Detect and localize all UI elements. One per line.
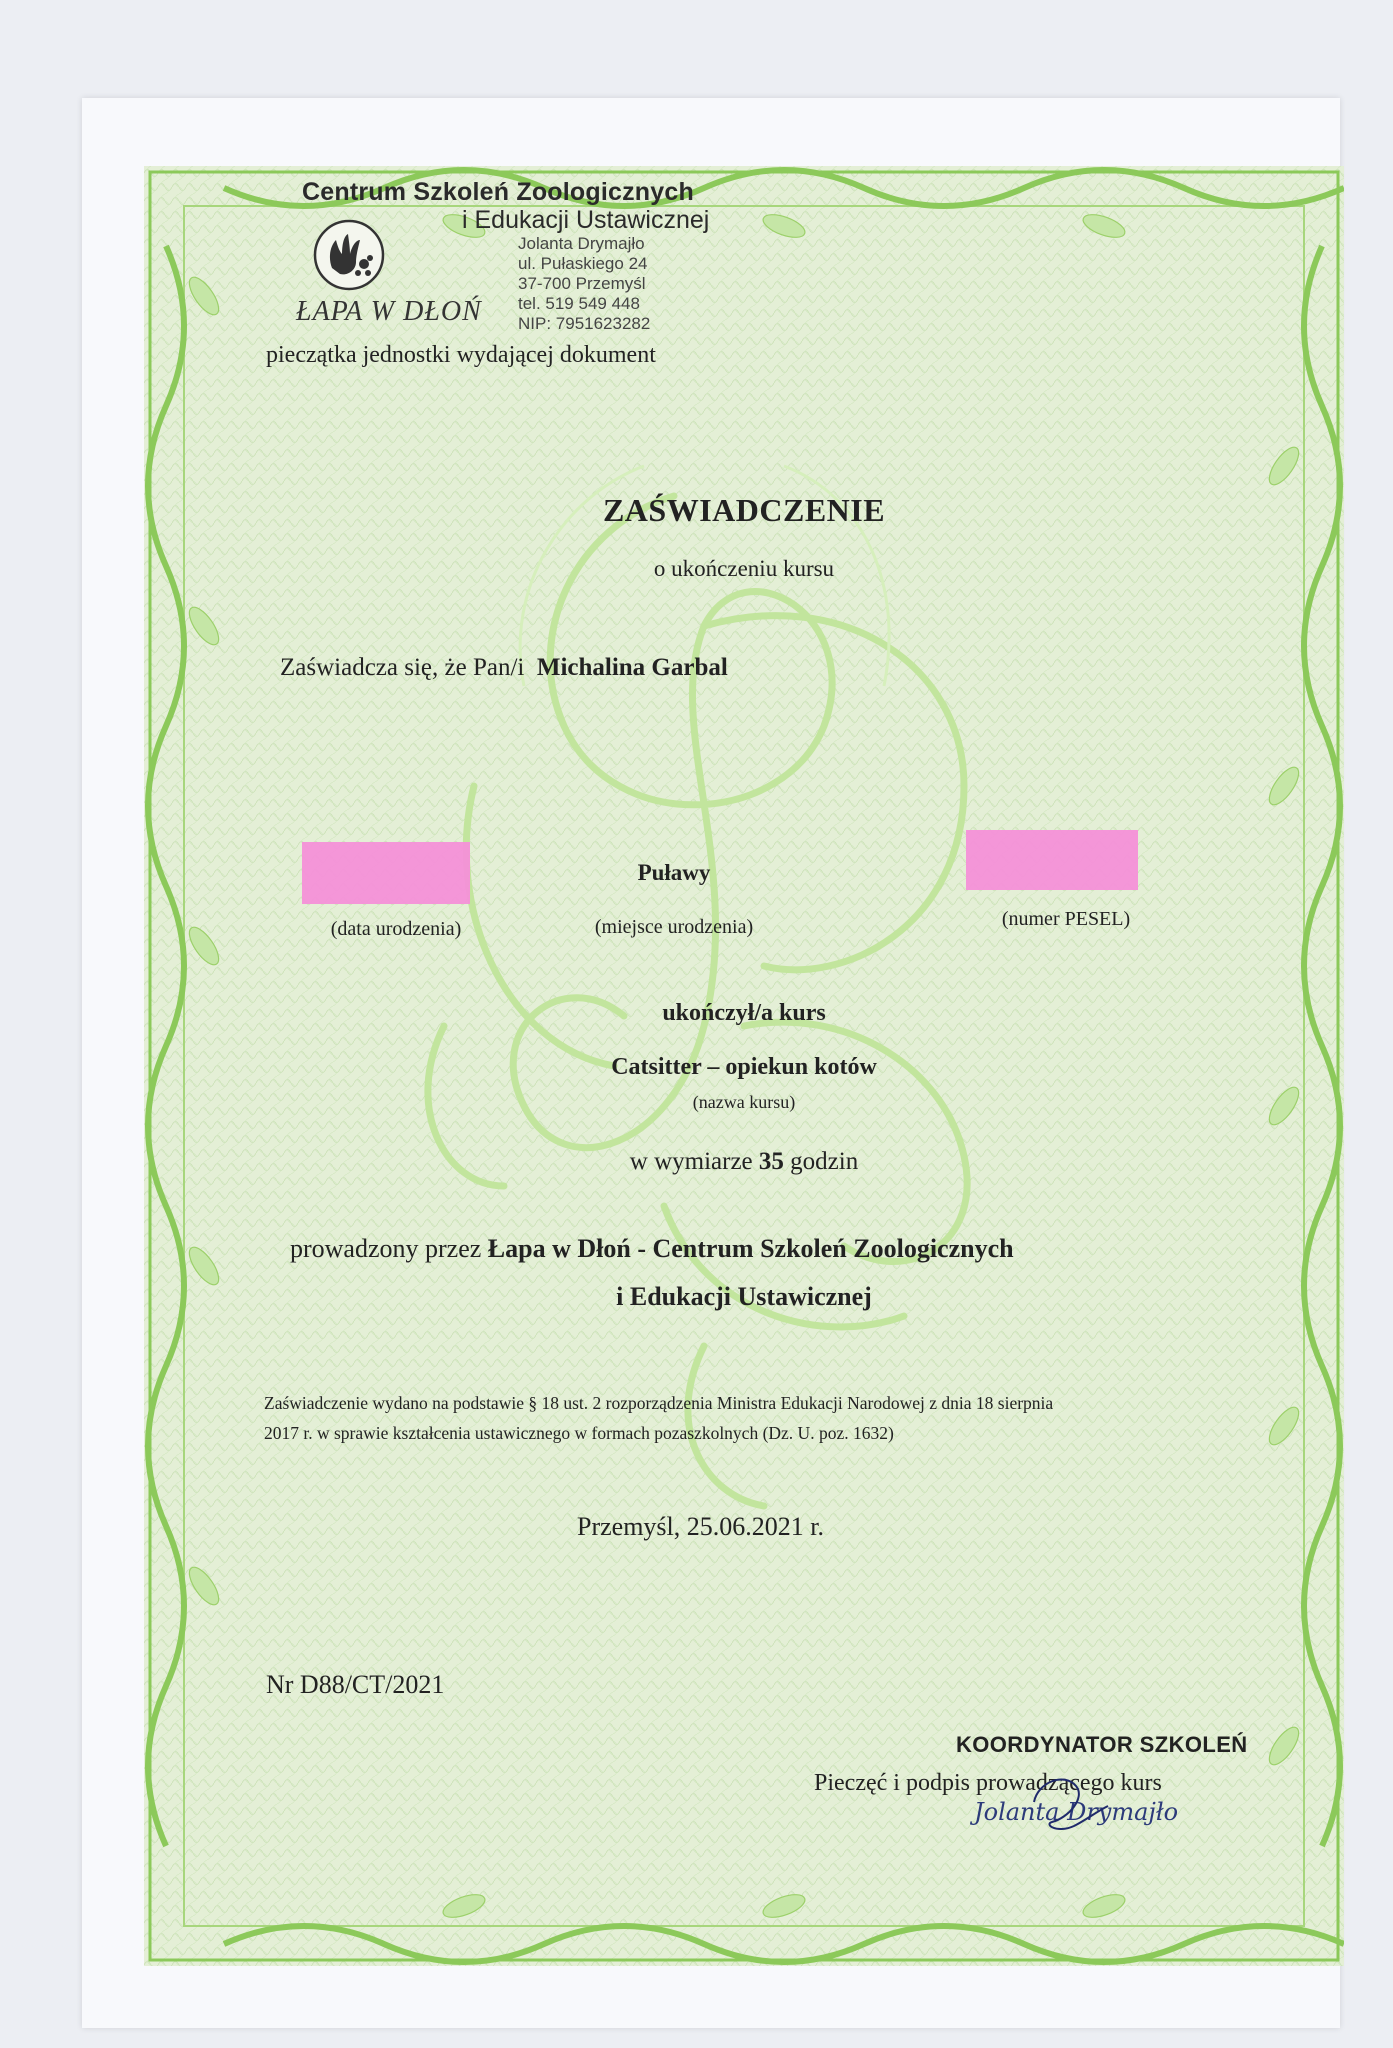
document-title: ZAŚWIADCZENIE <box>602 492 886 528</box>
handwritten-signature <box>1004 1762 1124 1842</box>
document-subtitle: o ukończeniu kursu <box>653 556 835 581</box>
birth-date-label: (data urodzenia) <box>330 918 462 940</box>
completed-text: ukończył/a kurs <box>662 1000 826 1026</box>
stamp-caption: pieczątka jednostki wydającej dokument <box>266 342 656 368</box>
provider-line <box>290 1234 1014 1264</box>
course-name-label: (nazwa kursu) <box>692 1092 796 1112</box>
stamp-org-line2: i Edukacji Ustawicznej <box>462 206 710 234</box>
legal-basis <box>264 1388 1314 1448</box>
stamp-org-line1: Centrum Szkoleń Zoologicznych <box>302 178 694 206</box>
stamp-contact-nip: NIP: 7951623282 <box>518 314 651 333</box>
stamp-contact-street: ul. Pułaskiego 24 <box>518 254 648 273</box>
signature-caption: Pieczęć i podpis prowadzącego kurs <box>814 1770 1162 1796</box>
stamp-logo-text: ŁAPA W DŁOŃ <box>296 296 482 327</box>
certificate-number: Nr D88/CT/2021 <box>266 1670 445 1699</box>
legal-line2: 2017 r. w sprawie kształcenia ustawicznego w formach pozaszkolnych (Dz. U. poz. 1632) <box>264 1423 894 1443</box>
legal-line1: Zaświadczenie wydano na podstawie § 18 ust. 2 rozporządzenia Ministra Edukacji Narodowej z dnia 18 sierpnia <box>264 1393 1054 1413</box>
attest-prefix: Zaświadcza się, że Pan/i <box>280 654 525 681</box>
stamp-contact-phone: tel. 519 549 448 <box>518 294 640 313</box>
attest-line <box>280 654 728 682</box>
duration-prefix: w wymiarze <box>629 1148 753 1175</box>
signature-name: Jolanta Drymajło <box>974 1798 1179 1826</box>
certificate <box>144 166 1344 1966</box>
duration-suffix: godzin <box>790 1148 859 1175</box>
provider-line2: i Edukacji Ustawicznej <box>616 1282 872 1311</box>
pesel-label: (numer PESEL) <box>1001 908 1131 930</box>
paw-hand-logo <box>312 218 386 292</box>
provider-prefix: prowadzony przez <box>290 1234 482 1263</box>
person-name: Michalina Garbal <box>536 654 728 681</box>
birth-place-label: (miejsce urodzenia) <box>594 916 754 938</box>
place-date: Przemyśl, 25.06.2021 r. <box>577 1512 824 1541</box>
redacted-birth-date <box>302 842 470 904</box>
coordinator-stamp: KOORDYNATOR SZKOLEŃ <box>956 1732 1248 1757</box>
provider-line1: Łapa w Dłoń - Centrum Szkoleń Zoologicznych <box>487 1234 1014 1263</box>
duration-hours: 35 <box>758 1148 784 1175</box>
duration-line <box>144 1148 1344 1176</box>
stamp-contact-name: Jolanta Drymajło <box>518 234 645 253</box>
stamp-contact-city: 37-700 Przemyśl <box>518 274 646 293</box>
birth-place: Puławy <box>637 860 711 885</box>
redacted-pesel <box>966 830 1138 890</box>
course-name: Catsitter – opiekun kotów <box>611 1054 877 1080</box>
